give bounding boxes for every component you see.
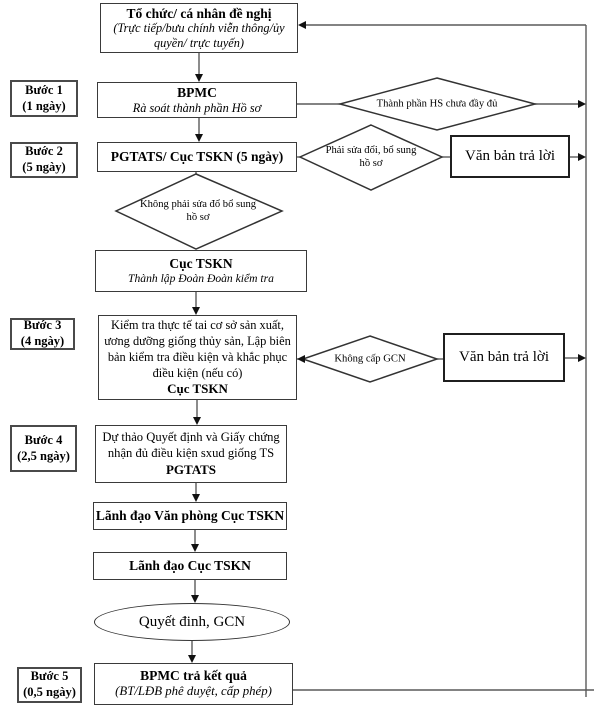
node-cuc-tskn [95,250,307,292]
step-duration: (4 ngày) [20,334,65,348]
arrow-into-bpmc [195,74,203,82]
node-decision-output [94,603,290,641]
node-start [100,3,298,53]
step-label-3 [10,318,75,350]
node-reply2 [443,333,565,382]
arrow-into-draft [193,417,201,425]
node-draft-title: PGTATS [165,462,217,478]
node-bpmc [97,82,297,118]
arrow-into-dept-lead [191,544,199,552]
arrow-into-result [188,655,196,663]
node-result [94,663,293,705]
step-name: Bước 2 [25,144,63,159]
node-decision-output-label: Quyết đinh, GCN [138,613,246,630]
arrow-reply2-into-rail [578,354,586,362]
node-inspect [98,315,297,400]
decision-d4-label: Không cấp GCN [334,353,406,365]
node-start-title: Tổ chức/ cá nhân đề nghị [126,5,272,21]
arrow-reply1-into-rail [578,153,586,161]
step-label-2 [10,142,78,178]
node-reply1-label: Văn bản trả lời [465,147,555,164]
decision-d1-label: Thành phần HS chưa đầy đủ [376,98,498,110]
step-label-1 [10,80,78,117]
node-cuc-tskn-subtitle: Thành lập Đoàn Đoàn kiểm tra [128,272,274,286]
step-label-5 [17,667,82,703]
step-duration: (5 ngày) [22,160,66,174]
node-bpmc-subtitle: Rà soát thành phần Hồ sơ [132,100,262,115]
node-draft [95,425,287,483]
arrow-into-inspect [192,307,200,315]
step-name: Bước 1 [25,82,63,97]
node-office-lead [93,502,287,530]
node-reply2-label: Văn bản trả lời [459,348,549,365]
node-dept-lead [93,552,287,580]
step-label-4 [10,425,77,472]
node-dept-lead-label: Lãnh đạo Cục TSKN [129,558,251,574]
step-name: Bước 3 [23,318,62,333]
node-reply1 [450,135,570,178]
step-duration: (0,5 ngày) [23,685,76,699]
arrow-d1-into-rail [578,100,586,108]
node-inspect-body: Kiểm tra thực tế tai cơ sở sản xuất, ương dưỡng giống thủy sản, Lập biên bản kiểm tra điều kiện và khắc phục điều kiện (nếu có) [104,318,291,380]
step-duration: (2,5 ngày) [17,448,70,463]
node-cuc-tskn-title: Cục TSKN [169,256,233,272]
decision-d2-label: Phải sửa đổi, bổ sung hồ sơ [325,144,417,169]
node-result-title: BPMC trả kết quả [140,668,247,684]
arrow-into-office-lead [192,494,200,502]
step-name: Bước 4 [24,432,63,447]
node-office-lead-label: Lãnh đạo Văn phòng Cục TSKN [95,508,285,524]
node-bpmc-title: BPMC [177,84,217,100]
node-pgtats [97,142,297,172]
node-result-subtitle: (BT/LĐB phê duyệt, cấp phép) [115,684,272,699]
arrow-into-ellipse [191,595,199,603]
step-name: Bước 5 [30,669,69,684]
step-duration: (1 ngày) [22,98,66,113]
decision-d3-label: Không phải sửa đổ bổ sung hồ sơ [139,198,257,223]
node-pgtats-title: PGTATS/ Cục TSKN (5 ngày) [110,149,284,165]
arrow-d4-into-inspect [297,355,305,363]
node-draft-body: Dự thảo Quyết định và Giấy chứng nhận đủ điều kiện sxud giống TS [102,430,280,461]
node-inspect-title: Cục TSKN [167,381,228,397]
arrow-into-pgtats [195,134,203,142]
arrow-into-start [298,21,306,29]
node-start-subtitle: (Trực tiếp/bưu chính viễn thông/ủy quyền/ trực tuyến) [113,21,285,50]
